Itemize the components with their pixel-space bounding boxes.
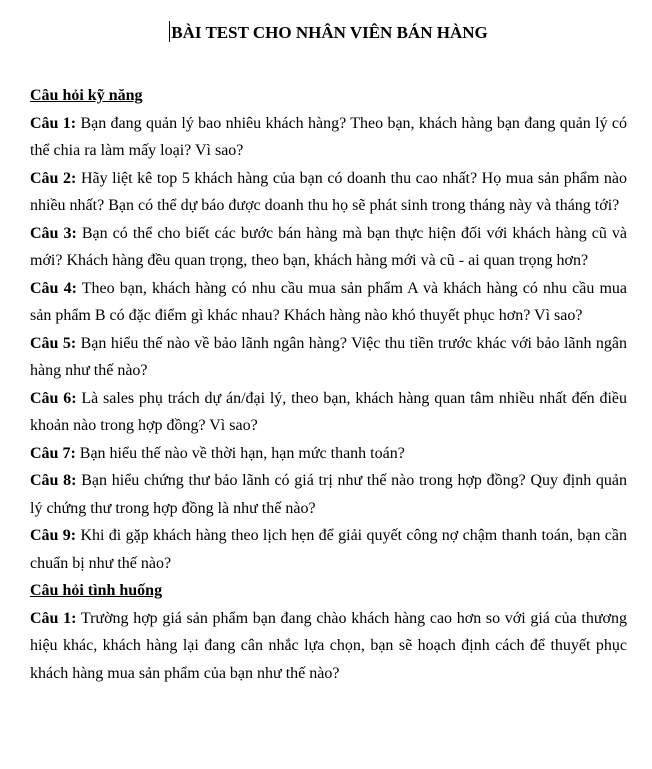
question-label: Câu 6: (30, 389, 77, 407)
question-label: Câu 1: (30, 609, 77, 627)
skill-question-9 (30, 522, 627, 577)
question-text: Bạn hiểu thế nào về bảo lãnh ngân hàng? Việc thu tiền trước khác với bảo lãnh ngân hàng như thế nào? (30, 334, 628, 379)
question-label: Câu 8: (30, 472, 77, 489)
question-text: Bạn có thể cho biết các bước bán hàng mà bạn thực hiện đối với khách hàng cũ và mới? Khách hàng đều quan trọng, theo bạn, khách hàng mới và cũ - ai quan trọng hơn? (30, 224, 628, 269)
section-heading-skill-questions: Câu hỏi kỹ năng (30, 87, 143, 104)
question-text: Trường hợp giá sản phẩm bạn đang chào khách hàng cao hơn so với giá của thương hiệu khác, khách hàng lại đang cân nhắc lựa chọn, bạn sẽ hoạch định cách để thuyết phục khách hàng mua sản phẩm của bạn như thế nào? (30, 609, 628, 682)
question-label: Câu 7: (30, 444, 76, 462)
skill-question-1 (30, 110, 627, 165)
skill-question-7 (30, 440, 627, 468)
section-heading-situation-questions: Câu hỏi tình huống (30, 582, 163, 599)
skill-question-8 (30, 467, 627, 522)
skill-question-6 (30, 385, 627, 440)
question-text: Theo bạn, khách hàng có nhu cầu mua sản phẩm A và khách hàng có nhu cầu mua sản phẩm B có đặc điểm gì khác nhau? Khách hàng nào khó thuyết phục hơn? Vì sao? (30, 279, 628, 324)
document-title-text: BÀI TEST CHO NHÂN VIÊN BÁN HÀNG (171, 23, 488, 42)
situation-question-1 (30, 605, 627, 688)
question-text: Bạn hiểu thế nào về thời hạn, hạn mức thanh toán? (79, 444, 405, 462)
question-label: Câu 5: (30, 334, 77, 352)
question-label: Câu 3: (30, 224, 77, 242)
skill-question-4 (30, 275, 627, 330)
question-label: Câu 2: (30, 169, 77, 187)
question-label: Câu 1: (30, 114, 77, 132)
skill-question-2 (30, 165, 627, 220)
question-label: Câu 9: (30, 527, 77, 544)
question-text: Bạn hiểu chứng thư bảo lãnh có giá trị như thế nào trong hợp đồng? Quy định quản lý chứng thư trong hợp đồng là như thế nào? (30, 472, 628, 517)
document-title (30, 21, 627, 45)
question-label: Câu 4: (30, 279, 77, 297)
question-text: Khi đi gặp khách hàng theo lịch hẹn để giải quyết công nợ chậm thanh toán, bạn cần chuẩn bị như thế nào? (30, 527, 627, 572)
skill-question-5 (30, 330, 627, 385)
question-text: Hãy liệt kê top 5 khách hàng của bạn có doanh thu cao nhất? Họ mua sản phẩm nào nhiều nhất? Bạn có thể dự báo được doanh thu họ sẽ phát sinh trong tháng này và tháng tới? (30, 169, 628, 214)
question-text: Bạn đang quản lý bao nhiêu khách hàng? Theo bạn, khách hàng bạn đang quản lý có thể chia ra làm mấy loại? Vì sao? (30, 114, 627, 159)
question-text: Là sales phụ trách dự án/đại lý, theo bạn, khách hàng quan tâm nhiều nhất đến điều khoản nào trong hợp đồng? Vì sao? (30, 389, 628, 434)
skill-question-3 (30, 220, 627, 275)
